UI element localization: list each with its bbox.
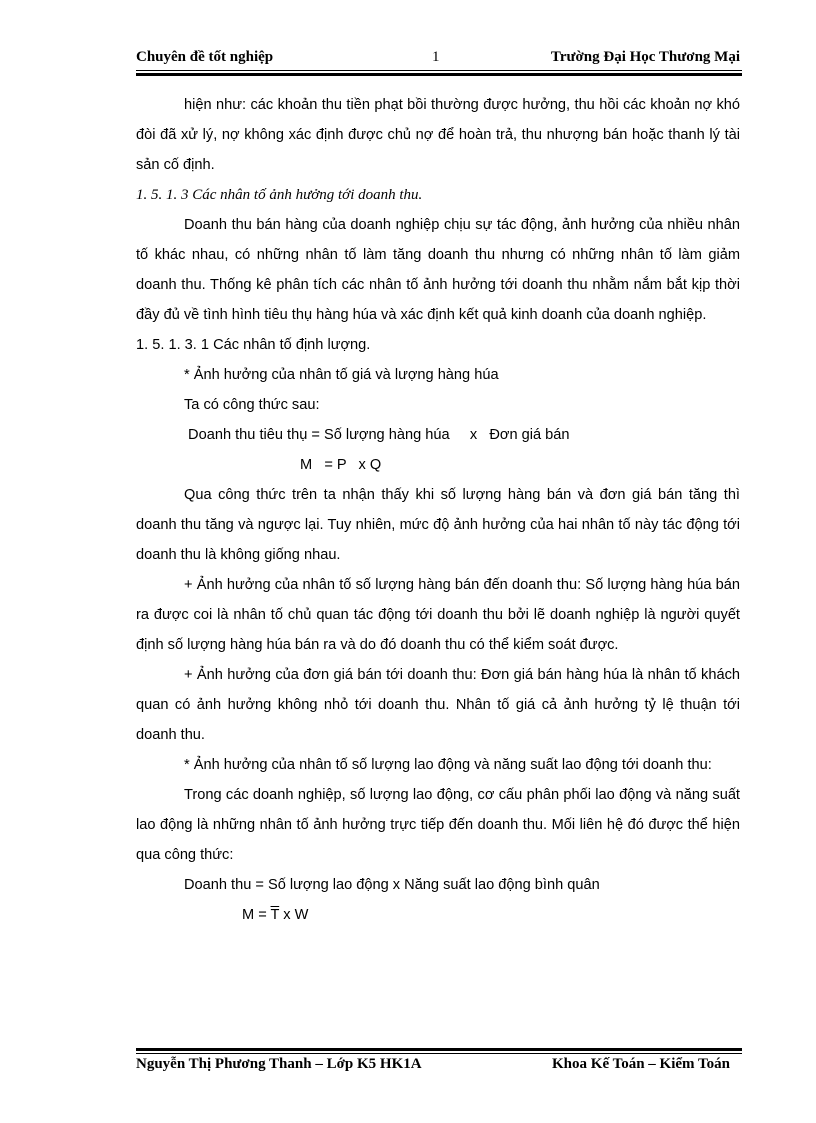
paragraph-price-effect: + Ảnh hưởng của đơn giá bán tới doanh thu: Đơn giá bán hàng húa là nhân tố khách quan có ảnh hưởng không nhỏ tới doanh thu. Nhân tố giá cả ảnh hưởng tỷ lệ thuận tới doanh thu.: [136, 667, 740, 743]
paragraph-revenue-sources: hiện như: các khoản thu tiền phạt bồi thường được hưởng, thu hồi các khoản nợ khó đòi đã xử lý, nợ không xác định được chủ nợ để hoàn trả, thu nhượng bán hoặc thanh lý tài sản cố định.: [136, 97, 740, 173]
section-heading-1513: 1. 5. 1. 3 Các nhân tố ảnh hưởng tới doanh thu.: [136, 187, 423, 203]
footer-rule-thin: [136, 1053, 742, 1054]
paragraph-quantity-effect: + Ảnh hưởng của nhân tố số lượng hàng bán đến doanh thu: Số lượng hàng húa bán ra được coi là nhân tố chủ quan tác động tới doanh thu bởi lẽ doanh nghiệp là người quyết định số lượng hàng húa bán ra và do đó doanh thu có thể kiểm soát được.: [136, 577, 740, 653]
formula-revenue-words: Doanh thu tiêu thụ = Số lượng hàng húa x Đơn giá bán: [184, 427, 570, 443]
header-rule-thin: [136, 70, 742, 71]
paragraph-factors-intro: Doanh thu bán hàng của doanh nghiệp chịu sự tác động, ảnh hưởng của nhiều nhân tố khác nhau, có những nhân tố làm tăng doanh thu nhưng có những nhân tố làm giảm doanh thu. Thống kê phân tích các nhân tố ảnh hưởng tới doanh thu nhằm nắm bắt kịp thời đầy đủ về tình hình tiêu thụ hàng húa và xác định kết quả kinh doanh của doanh nghiệp.: [136, 217, 740, 323]
formula-labor-m: M =: [242, 907, 271, 923]
page-body: [136, 90, 740, 930]
formula-labor-t-bar: $\overline{T}$: [270, 907, 280, 923]
formula-intro: Ta có công thức sau:: [184, 397, 320, 413]
formula-labor-rest: x W: [279, 907, 309, 923]
header-rule-thick: [136, 73, 742, 76]
paragraph-labor-explanation: Trong các doanh nghiệp, số lượng lao động, cơ cấu phân phối lao động và năng suất lao động là những nhân tố ảnh hưởng trực tiếp đến doanh thu. Mối liên hệ đó được thể hiện qua công thức:: [136, 787, 740, 863]
page-header: [136, 49, 742, 71]
page-footer: [136, 1056, 742, 1078]
footer-department: Khoa Kế Toán – Kiểm Toán: [552, 1056, 730, 1072]
formula-labor-words: Doanh thu = Số lượng lao động x Năng suất lao động bình quân: [184, 877, 600, 893]
paragraph-formula-analysis: Qua công thức trên ta nhận thấy khi số lượng hàng bán và đơn giá bán tăng thì doanh thu tăng và ngược lại. Tuy nhiên, mức độ ảnh hưởng của hai nhân tố này tác động tới doanh thu là không giống nhau.: [136, 487, 740, 563]
page-number: 1: [432, 49, 440, 65]
header-document-type: Chuyên đề tốt nghiệp: [136, 49, 274, 65]
footer-rule-thick: [136, 1048, 742, 1051]
bullet-labor-factors: * Ảnh hưởng của nhân tố số lượng lao động và năng suất lao động tới doanh thu:: [184, 757, 712, 773]
formula-labor-symbols: [136, 900, 740, 930]
formula-revenue-symbols: M = P x Q: [300, 457, 382, 473]
footer-author: Nguyễn Thị Phương Thanh – Lớp K5 HK1A: [136, 1056, 422, 1072]
header-university: Trường Đại Học Thương Mại: [550, 49, 740, 65]
bullet-price-quantity: * Ảnh hưởng của nhân tố giá và lượng hàng húa: [184, 367, 499, 383]
section-heading-15131: 1. 5. 1. 3. 1 Các nhân tố định lượng.: [136, 337, 371, 353]
